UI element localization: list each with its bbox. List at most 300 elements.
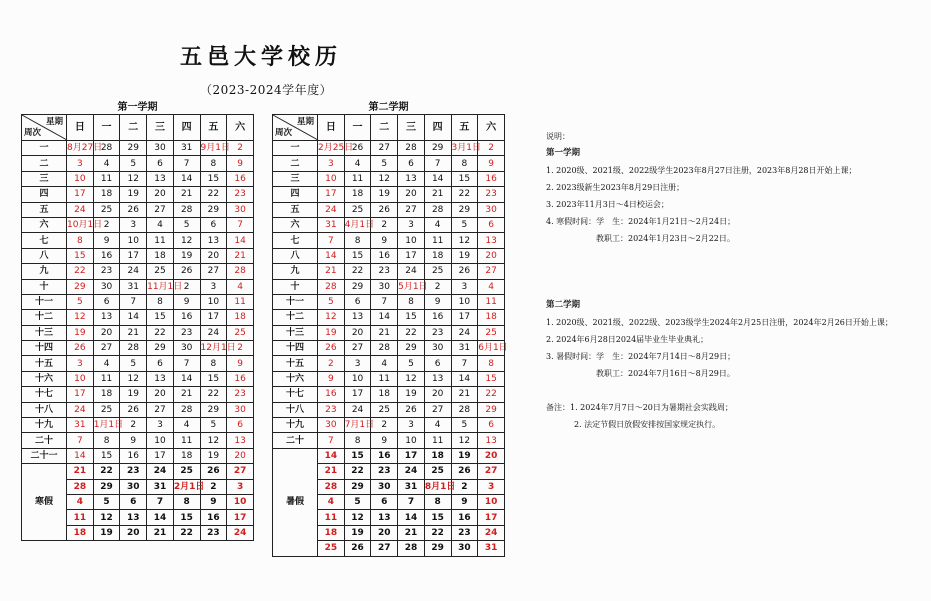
date-cell: 2 <box>227 341 254 356</box>
date-cell: 3 <box>344 356 371 371</box>
date-cell: 28 <box>398 141 425 156</box>
vacation-date-cell: 24 <box>478 525 505 540</box>
vacation-date-cell: 17 <box>227 510 254 525</box>
week-number-cell: 九 <box>273 264 318 279</box>
date-cell: 4 <box>147 217 174 232</box>
date-cell: 3 <box>147 418 174 433</box>
notes-remark-1: 备注：1. 2024年7月7日～20日为暑期社会实践周； <box>546 403 733 412</box>
week-row <box>273 217 505 232</box>
vacation-date-cell: 2 <box>200 479 227 494</box>
date-cell: 17 <box>67 387 94 402</box>
date-cell: 31 <box>173 141 200 156</box>
week-number-cell: 十 <box>273 279 318 294</box>
date-cell: 28 <box>424 202 451 217</box>
date-cell: 17 <box>398 248 425 263</box>
date-cell: 19 <box>120 387 147 402</box>
header-day-cell: 五 <box>200 115 227 141</box>
vacation-label-cell: 寒假 <box>22 464 67 541</box>
date-cell: 3 <box>398 217 425 232</box>
date-cell: 23 <box>478 187 505 202</box>
date-cell: 20 <box>227 448 254 463</box>
date-cell: 13 <box>147 171 174 186</box>
date-cell: 13 <box>478 433 505 448</box>
date-cell: 8 <box>344 233 371 248</box>
vacation-date-cell: 5 <box>344 494 371 509</box>
date-cell: 5 <box>120 356 147 371</box>
date-cell: 22 <box>344 264 371 279</box>
week-number-cell: 十一 <box>22 294 67 309</box>
vacation-date-cell: 6 <box>120 494 147 509</box>
notes-sem1-line: 2. 2023级新生2023年8月29日注册； <box>546 183 685 192</box>
week-row <box>273 325 505 340</box>
date-cell: 19 <box>67 325 94 340</box>
header-day-cell: 一 <box>93 115 120 141</box>
date-cell: 20 <box>398 187 425 202</box>
date-cell: 13 <box>227 433 254 448</box>
week-number-cell: 十六 <box>273 371 318 386</box>
date-cell: 24 <box>120 264 147 279</box>
date-cell: 28 <box>227 264 254 279</box>
date-cell: 15 <box>200 171 227 186</box>
week-row <box>22 248 254 263</box>
header-week-label: 周次 <box>24 128 42 138</box>
week-number-cell: 十九 <box>273 418 318 433</box>
week-row <box>273 141 505 156</box>
vacation-date-cell: 30 <box>451 541 478 556</box>
week-row <box>22 156 254 171</box>
header-day-cell: 四 <box>424 115 451 141</box>
vacation-date-cell: 19 <box>344 525 371 540</box>
date-cell: 14 <box>371 310 398 325</box>
vacation-date-cell: 27 <box>371 541 398 556</box>
date-cell: 30 <box>227 202 254 217</box>
date-cell: 24 <box>200 325 227 340</box>
notes-sem1-line: 3. 2023年11月3日～4日校运会； <box>546 200 669 209</box>
date-cell: 6 <box>424 356 451 371</box>
vacation-date-cell: 13 <box>371 510 398 525</box>
date-cell: 29 <box>424 141 451 156</box>
date-cell: 4月1日 <box>344 217 371 232</box>
date-cell: 12 <box>451 433 478 448</box>
date-cell: 28 <box>451 402 478 417</box>
date-cell: 13 <box>200 233 227 248</box>
date-cell: 16 <box>371 248 398 263</box>
vacation-date-cell: 21 <box>398 525 425 540</box>
date-cell: 6 <box>147 156 174 171</box>
date-cell: 20 <box>200 248 227 263</box>
date-cell: 21 <box>451 387 478 402</box>
date-cell: 7 <box>173 356 200 371</box>
date-cell: 12 <box>173 233 200 248</box>
date-cell: 13 <box>424 371 451 386</box>
date-cell: 28 <box>371 341 398 356</box>
date-cell: 12 <box>318 310 345 325</box>
vacation-date-cell: 24 <box>227 525 254 540</box>
date-cell: 24 <box>67 202 94 217</box>
date-cell: 11 <box>227 294 254 309</box>
date-cell: 2 <box>371 418 398 433</box>
date-cell: 2 <box>318 356 345 371</box>
week-row <box>273 418 505 433</box>
vacation-date-cell: 3 <box>227 479 254 494</box>
date-cell: 9 <box>371 433 398 448</box>
vacation-date-cell: 17 <box>398 448 425 463</box>
vacation-date-cell: 16 <box>451 510 478 525</box>
week-number-cell: 十 <box>22 279 67 294</box>
date-cell: 11 <box>424 433 451 448</box>
vacation-date-cell: 8 <box>424 494 451 509</box>
vacation-date-cell: 24 <box>398 464 425 479</box>
date-cell: 7 <box>318 233 345 248</box>
week-number-cell: 二十 <box>22 433 67 448</box>
date-cell: 28 <box>318 279 345 294</box>
week-number-cell: 十六 <box>22 371 67 386</box>
date-cell: 7月1日 <box>344 418 371 433</box>
header-day-cell: 三 <box>398 115 425 141</box>
header-day-cell: 五 <box>451 115 478 141</box>
week-row <box>22 217 254 232</box>
date-cell: 10 <box>147 433 174 448</box>
date-cell: 29 <box>120 141 147 156</box>
date-cell: 5月1日 <box>398 279 425 294</box>
date-cell: 12 <box>200 433 227 448</box>
date-cell: 25 <box>478 325 505 340</box>
week-number-cell: 十八 <box>273 402 318 417</box>
week-row <box>22 448 254 463</box>
vacation-date-cell: 22 <box>93 464 120 479</box>
week-row <box>22 202 254 217</box>
vacation-date-cell: 30 <box>371 479 398 494</box>
vacation-date-cell: 26 <box>344 541 371 556</box>
date-cell: 14 <box>227 233 254 248</box>
week-row <box>22 264 254 279</box>
vacation-date-cell: 29 <box>424 541 451 556</box>
date-cell: 26 <box>120 202 147 217</box>
week-row <box>273 264 505 279</box>
semester-2-title: 第二学期 <box>368 102 409 113</box>
header-day-cell: 一 <box>344 115 371 141</box>
date-cell: 5 <box>371 156 398 171</box>
date-cell: 4 <box>173 418 200 433</box>
vacation-date-cell: 21 <box>318 464 345 479</box>
week-number-cell: 九 <box>22 264 67 279</box>
week-number-cell: 十三 <box>22 325 67 340</box>
week-number-cell: 五 <box>273 202 318 217</box>
date-cell: 17 <box>120 248 147 263</box>
date-cell: 27 <box>147 202 174 217</box>
date-cell: 26 <box>173 264 200 279</box>
date-cell: 18 <box>147 248 174 263</box>
week-row <box>273 156 505 171</box>
date-cell: 6 <box>147 356 174 371</box>
date-cell: 29 <box>200 202 227 217</box>
date-cell: 9 <box>371 233 398 248</box>
vacation-row <box>22 464 254 479</box>
date-cell: 4 <box>424 217 451 232</box>
vacation-label-cell: 暑假 <box>273 448 318 556</box>
date-cell: 28 <box>120 341 147 356</box>
date-cell: 12 <box>120 171 147 186</box>
date-cell: 16 <box>93 248 120 263</box>
header-row <box>22 115 254 141</box>
date-cell: 13 <box>478 233 505 248</box>
date-cell: 23 <box>318 402 345 417</box>
vacation-date-cell: 14 <box>147 510 174 525</box>
vacation-date-cell: 31 <box>147 479 174 494</box>
week-number-cell: 十四 <box>22 341 67 356</box>
date-cell: 12月1日 <box>200 341 227 356</box>
vacation-date-cell: 22 <box>173 525 200 540</box>
week-number-cell: 十一 <box>273 294 318 309</box>
week-number-cell: 二十 <box>273 433 318 448</box>
vacation-date-cell: 7 <box>147 494 174 509</box>
date-cell: 16 <box>173 310 200 325</box>
vacation-date-cell: 9 <box>451 494 478 509</box>
vacation-date-cell: 12 <box>344 510 371 525</box>
date-cell: 9 <box>478 156 505 171</box>
date-cell: 9 <box>424 294 451 309</box>
date-cell: 31 <box>67 418 94 433</box>
date-cell: 9月1日 <box>200 141 227 156</box>
semester-1-title: 第一学期 <box>117 102 158 113</box>
week-row <box>22 141 254 156</box>
date-cell: 11 <box>371 371 398 386</box>
date-cell: 30 <box>371 279 398 294</box>
date-cell: 28 <box>173 202 200 217</box>
date-cell: 3 <box>67 156 94 171</box>
week-row <box>273 371 505 386</box>
vacation-date-cell: 23 <box>451 525 478 540</box>
date-cell: 15 <box>147 310 174 325</box>
date-cell: 9 <box>120 433 147 448</box>
vacation-date-cell: 6 <box>371 494 398 509</box>
date-cell: 6 <box>200 217 227 232</box>
date-cell: 20 <box>93 325 120 340</box>
date-cell: 29 <box>478 402 505 417</box>
date-cell: 19 <box>371 187 398 202</box>
date-cell: 18 <box>173 448 200 463</box>
header-day-cell: 日 <box>318 115 345 141</box>
date-cell: 8 <box>451 156 478 171</box>
date-cell: 2 <box>371 217 398 232</box>
date-cell: 21 <box>173 387 200 402</box>
week-number-cell: 二十一 <box>22 448 67 463</box>
date-cell: 5 <box>120 156 147 171</box>
date-cell: 26 <box>371 202 398 217</box>
date-cell: 7 <box>371 294 398 309</box>
date-cell: 20 <box>478 248 505 263</box>
date-cell: 26 <box>318 341 345 356</box>
date-cell: 30 <box>318 418 345 433</box>
week-row <box>22 171 254 186</box>
vacation-date-cell: 11 <box>67 510 94 525</box>
date-cell: 18 <box>424 248 451 263</box>
date-cell: 30 <box>424 341 451 356</box>
week-row <box>273 279 505 294</box>
date-cell: 14 <box>451 371 478 386</box>
date-cell: 20 <box>344 325 371 340</box>
notes-sem2-line: 2. 2024年6月28日2024届毕业生毕业典礼； <box>546 335 709 344</box>
date-cell: 6 <box>478 217 505 232</box>
week-row <box>22 387 254 402</box>
date-cell: 10 <box>67 371 94 386</box>
notes-sem2-heading: 第二学期 <box>546 300 581 310</box>
date-cell: 23 <box>424 325 451 340</box>
date-cell: 5 <box>67 294 94 309</box>
date-cell: 14 <box>67 448 94 463</box>
header-week-label: 周次 <box>275 128 293 138</box>
semester-2-calendar <box>272 102 508 557</box>
date-cell: 2 <box>478 141 505 156</box>
vacation-date-cell: 23 <box>371 464 398 479</box>
vacation-date-cell: 4 <box>67 494 94 509</box>
date-cell: 2月25日 <box>318 141 345 156</box>
date-cell: 9 <box>173 294 200 309</box>
date-cell: 6月1日 <box>478 341 505 356</box>
page-title: 五邑大学校历 <box>180 44 343 70</box>
header-corner-cell <box>22 115 67 141</box>
vacation-date-cell: 25 <box>424 464 451 479</box>
date-cell: 22 <box>200 187 227 202</box>
date-cell: 5 <box>318 294 345 309</box>
vacation-date-cell: 26 <box>200 464 227 479</box>
date-cell: 8 <box>344 433 371 448</box>
notes-sem2-line: 3. 暑假时间：学 生：2024年7月14日～8月29日； <box>546 352 736 361</box>
week-row <box>22 187 254 202</box>
date-cell: 30 <box>147 141 174 156</box>
date-cell: 6 <box>93 294 120 309</box>
date-cell: 22 <box>200 387 227 402</box>
date-cell: 20 <box>147 387 174 402</box>
vacation-date-cell: 25 <box>173 464 200 479</box>
week-number-cell: 三 <box>22 171 67 186</box>
date-cell: 24 <box>398 264 425 279</box>
date-cell: 22 <box>67 264 94 279</box>
vacation-row <box>273 448 505 463</box>
vacation-date-cell: 24 <box>147 464 174 479</box>
date-cell: 30 <box>173 341 200 356</box>
date-cell: 8 <box>147 294 174 309</box>
date-cell: 29 <box>67 279 94 294</box>
notes-panel <box>546 128 926 433</box>
date-cell: 7 <box>67 433 94 448</box>
week-row <box>273 248 505 263</box>
date-cell: 15 <box>451 171 478 186</box>
notes-sem1-staff: 教职工：2024年1月23日～2月22日。 <box>596 234 735 243</box>
week-row <box>22 418 254 433</box>
week-number-cell: 七 <box>22 233 67 248</box>
notes-sem2-staff: 教职工：2024年7月16日～8月29日。 <box>596 369 735 378</box>
date-cell: 11月1日 <box>147 279 174 294</box>
vacation-date-cell: 19 <box>451 448 478 463</box>
date-cell: 9 <box>318 371 345 386</box>
date-cell: 18 <box>344 187 371 202</box>
week-row <box>273 387 505 402</box>
week-number-cell: 二 <box>22 156 67 171</box>
vacation-date-cell: 31 <box>398 479 425 494</box>
date-cell: 31 <box>318 217 345 232</box>
vacation-date-cell: 30 <box>120 479 147 494</box>
date-cell: 18 <box>371 387 398 402</box>
date-cell: 10 <box>398 233 425 248</box>
week-number-cell: 十三 <box>273 325 318 340</box>
vacation-date-cell: 16 <box>200 510 227 525</box>
vacation-date-cell: 8月1日 <box>424 479 451 494</box>
date-cell: 3 <box>451 279 478 294</box>
date-cell: 8 <box>93 433 120 448</box>
date-cell: 7 <box>451 356 478 371</box>
header-day-cell: 二 <box>120 115 147 141</box>
week-row <box>22 356 254 371</box>
week-row <box>273 341 505 356</box>
date-cell: 29 <box>344 279 371 294</box>
date-cell: 14 <box>173 371 200 386</box>
vacation-date-cell: 11 <box>318 510 345 525</box>
date-cell: 17 <box>318 187 345 202</box>
date-cell: 9 <box>93 233 120 248</box>
date-cell: 9 <box>227 156 254 171</box>
date-cell: 13 <box>93 310 120 325</box>
date-cell: 4 <box>478 279 505 294</box>
date-cell: 18 <box>478 310 505 325</box>
date-cell: 2 <box>93 217 120 232</box>
date-cell: 19 <box>173 248 200 263</box>
date-cell: 25 <box>424 264 451 279</box>
week-number-cell: 一 <box>22 141 67 156</box>
vacation-date-cell: 28 <box>398 541 425 556</box>
week-row <box>22 371 254 386</box>
vacation-date-cell: 18 <box>318 525 345 540</box>
week-row <box>22 341 254 356</box>
date-cell: 15 <box>67 248 94 263</box>
date-cell: 17 <box>344 387 371 402</box>
date-cell: 17 <box>147 448 174 463</box>
week-number-cell: 五 <box>22 202 67 217</box>
header-day-cell: 六 <box>478 115 505 141</box>
week-number-cell: 一 <box>273 141 318 156</box>
notes-sem1-line: 4. 寒假时间：学 生：2024年1月21日～2月24日； <box>546 217 736 226</box>
date-cell: 21 <box>120 325 147 340</box>
date-cell: 8 <box>200 156 227 171</box>
date-cell: 27 <box>93 341 120 356</box>
date-cell: 25 <box>147 264 174 279</box>
date-cell: 11 <box>173 433 200 448</box>
vacation-date-cell: 22 <box>424 525 451 540</box>
date-cell: 10 <box>67 171 94 186</box>
date-cell: 12 <box>67 310 94 325</box>
date-cell: 10月1日 <box>67 217 94 232</box>
date-cell: 8 <box>478 356 505 371</box>
week-row <box>273 202 505 217</box>
date-cell: 27 <box>398 202 425 217</box>
date-cell: 19 <box>120 187 147 202</box>
week-number-cell: 二 <box>273 156 318 171</box>
date-cell: 28 <box>93 141 120 156</box>
date-cell: 15 <box>344 248 371 263</box>
date-cell: 21 <box>424 187 451 202</box>
week-number-cell: 十二 <box>22 310 67 325</box>
date-cell: 5 <box>173 217 200 232</box>
date-cell: 9 <box>227 356 254 371</box>
week-row <box>273 310 505 325</box>
date-cell: 27 <box>200 264 227 279</box>
date-cell: 24 <box>318 202 345 217</box>
date-cell: 23 <box>227 387 254 402</box>
date-cell: 19 <box>451 248 478 263</box>
header-day-cell: 三 <box>147 115 174 141</box>
date-cell: 22 <box>478 387 505 402</box>
week-row <box>273 433 505 448</box>
